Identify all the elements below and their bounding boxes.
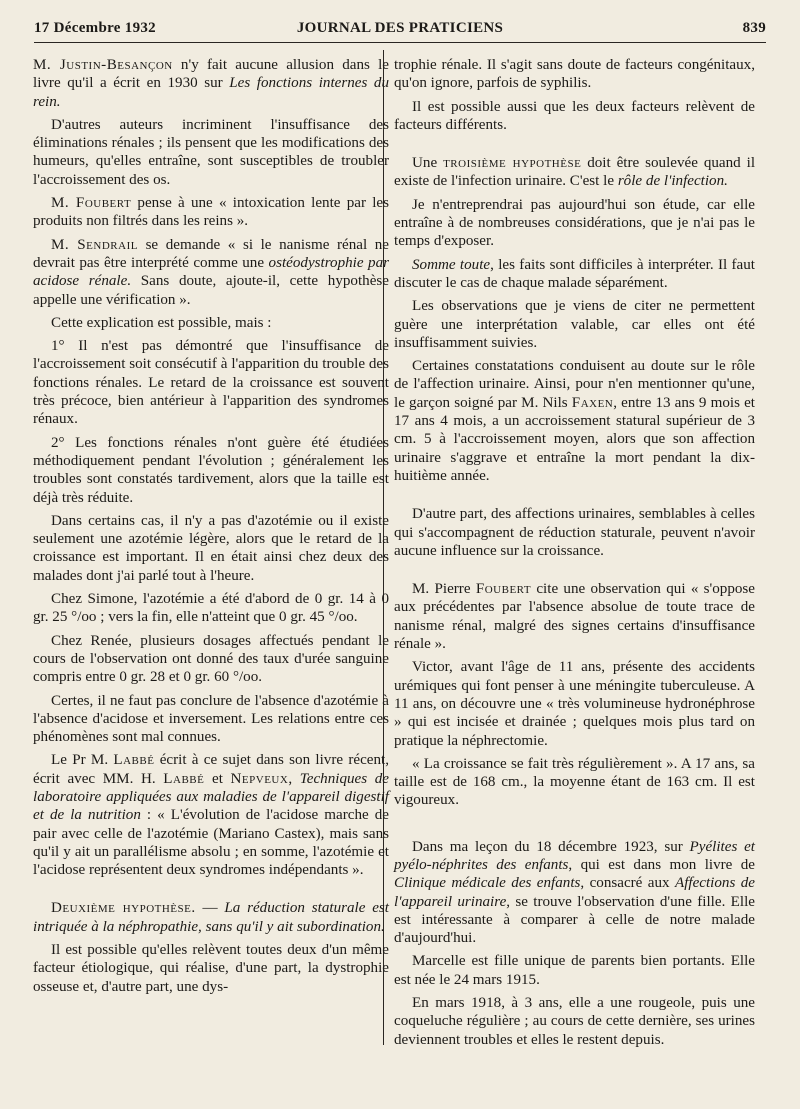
paragraph: Je n'entreprendrai pas aujourd'hui son étude, car elle entraîne à de nombreuses considérations, que je n'ai pas le temps d'exposer.	[394, 196, 755, 250]
header-page-number: 839	[742, 20, 766, 36]
paragraph: M. Justin-Besançon n'y fait aucune allusion dans le livre qu'il a écrit en 1930 sur Les fonctions internes du rein.	[33, 57, 389, 110]
paragraph: Victor, avant l'âge de 11 ans, présente des accidents urémiques qui font penser à une méningite tuberculeuse. A 11 ans, on découvre une « très volumineuse hydronéphrose » qui est incisée et drainée ; quelques mois plus tard on pratique la néphrectomie.	[394, 659, 755, 749]
section-heading: Deuxième hypothèse. — La réduction staturale est intriquée à la néphropathie, sans qu'il y ait subordination.	[33, 900, 390, 935]
running-header	[34, 14, 766, 43]
paragraph: Marcelle est fille unique de parents bien portants. Elle est née le 24 mars 1915.	[394, 953, 755, 988]
paragraph: Certes, il ne faut pas conclure de l'absence d'azotémie à l'absence d'acidose et inversement. Les relations entre ces phénomènes sont mal connues.	[33, 692, 389, 746]
paragraph: 1° Il n'est pas démontré que l'insuffisance de l'accroissement soit consécutif à l'apparition du trouble des fonctions rénales. Le retard de la croissance est souvent très précoce, bien antérieur à l'apparition des syndromes rénaux.	[33, 338, 389, 428]
paragraph: Certaines constatations conduisent au doute sur le rôle de l'affection urinaire. Ainsi, pour n'en mentionner qu'une, le garçon soigné par M. Nils Faxen, entre 13 ans 9 mois et 17 ans 4 mois, a un accroissement statural supérieur de 3 cm. 5 à l'accroissement moyen, alors que son affection urinaire s'aggrave et entraîne la mort pendant la dix-huitième année.	[394, 358, 755, 484]
paragraph: M. Sendrail se demande « si le nanisme rénal ne devrait pas être interprété comme une ostéodystrophie par acidose rénale. Sans doute, ajoute-il, cette hypothèse appelle une vérification ».	[33, 236, 389, 308]
paragraph: Il est possible qu'elles relèvent toutes deux d'un même facteur étiologique, qui réalise, d'une part, la dystrophie osseuse et, d'autre part, une dys-	[33, 942, 389, 995]
right-column	[394, 56, 755, 1054]
paragraph: D'autre part, des affections urinaires, semblables à celles qui s'accompagnent de réduction staturale, peuvent n'avoir aucune influence sur la croissance.	[394, 506, 755, 559]
paragraph: Cette explication est possible, mais :	[51, 314, 272, 331]
paragraph: Une troisième hypothèse doit être soulevée quand il existe de l'infection urinaire. C'est le rôle de l'infection.	[394, 155, 756, 190]
paragraph: D'autres auteurs incriminent l'insuffisance des éliminations rénales ; ils pensent que les modifications des humeurs, qu'elles entraîne, sont susceptibles de troubler l'accroissement des os.	[33, 116, 389, 188]
paragraph: Le Pr M. Labbé écrit à ce sujet dans son livre récent, écrit avec MM. H. Labbé et Nepveux, Techniques de laboratoire appliquées aux maladies de l'appareil digestif et de la nutrition : « L'évolution de l'acidose marche de pair avec celle de l'azotémie (Mariano Castex), mais sans qu'il y ait un parallélisme absolu ; en somme, l'azotémie et l'acidose représentent deux syndromes indépendants ».	[33, 752, 389, 879]
header-journal-title: JOURNAL DES PRATICIENS	[296, 20, 504, 36]
paragraph: Chez Renée, plusieurs dosages affectués pendant le cours de l'observation ont donné des taux d'urée sanguine compris entre 0 gr. 28 et 0 gr. 60 °/oo.	[33, 632, 389, 686]
left-column	[33, 56, 389, 1001]
paragraph: Dans ma leçon du 18 décembre 1923, sur Pyélites et pyélo-néphrites des enfants, qui est dans mon livre de Clinique médicale des enfants, consacré aux Affections de l'appareil urinaire, se trouve l'observation d'une fille. Elle est intéressante à comparer à celle de notre malade d'aujourd'hui.	[394, 838, 756, 947]
paragraph: Il est possible aussi que les deux facteurs relèvent de facteurs différents.	[394, 98, 755, 133]
paragraph: Les observations que je viens de citer ne permettent guère une interprétation valable, car elles ont été insuffisamment suivies.	[394, 298, 755, 351]
paragraph: M. Foubert pense à une « intoxication lente par les produits non filtrés dans les reins ».	[33, 195, 389, 230]
paragraph: 2° Les fonctions rénales n'ont guère été étudiées méthodiquement pendant l'évolution ; généralement les troubles sont constatés tardivement, alors que la taille est déjà très réduite.	[33, 434, 389, 506]
paragraph: M. Pierre Foubert cite une observation qui « s'oppose aux précédentes par l'absence absolue de toute trace de nanisme rénal, malgré des signes certains d'insuffisance rénale ».	[394, 581, 756, 653]
header-date: 17 Décembre 1932	[34, 20, 156, 36]
paragraph: Somme toute, les faits sont difficiles à interpréter. Il faut discuter le cas de chaque malade séparément.	[394, 256, 755, 291]
paragraph: trophie rénale. Il s'agit sans doute de facteurs congénitaux, qu'on ignore, parfois de syphilis.	[394, 57, 755, 92]
paragraph: En mars 1918, à 3 ans, elle a une rougeole, puis une coqueluche régulière ; au cours de cette dernière, ses urines deviennent troubles et elles le restent depuis.	[394, 995, 755, 1048]
paragraph: Dans certains cas, il n'y a pas d'azotémie ou il existe seulement une azotémie légère, alors que le retard de la croissance est important. Il en était ainsi chez deux des malades dont j'ai parlé tout à l'heure.	[33, 512, 389, 584]
paragraph: Chez Simone, l'azotémie a été d'abord de 0 gr. 14 à 0 gr. 25 °/oo ; vers la fin, elle n'atteint que 0 gr. 45 °/oo.	[33, 591, 389, 626]
paragraph: « La croissance se fait très régulièrement ». A 17 ans, sa taille est de 168 cm., la moyenne étant de 163 cm. Il est vigoureux.	[394, 755, 755, 809]
